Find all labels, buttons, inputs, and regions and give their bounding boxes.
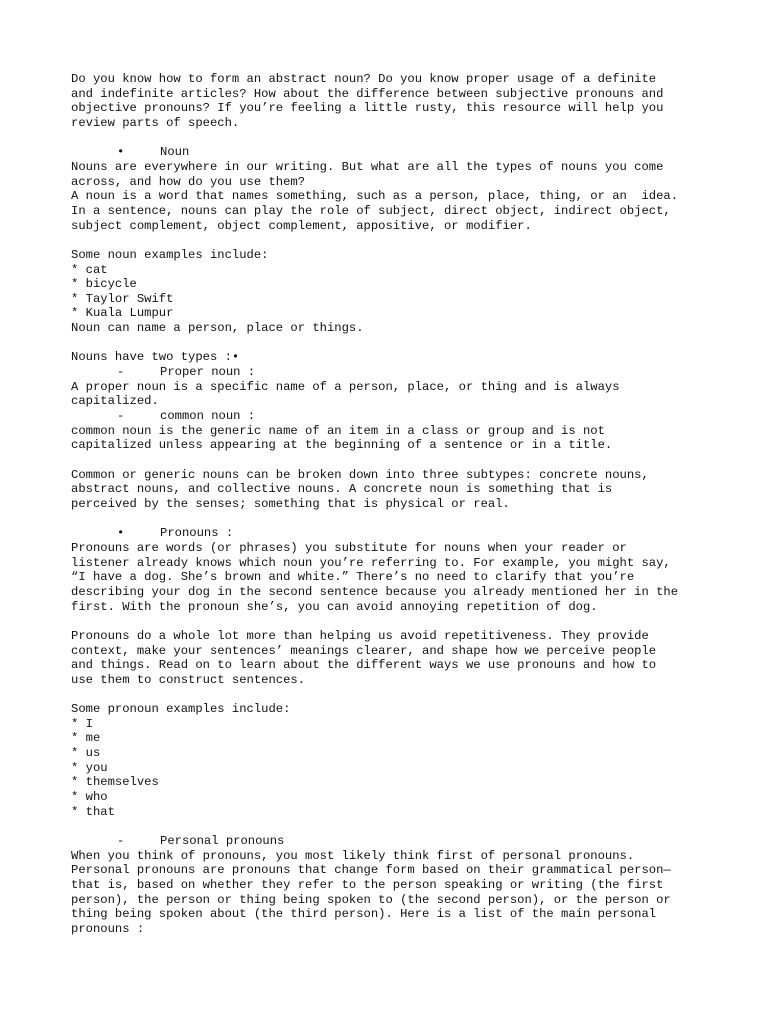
dash-icon: - <box>117 365 125 380</box>
dash-icon: - <box>117 834 125 848</box>
list-item: * that <box>71 804 115 819</box>
dash-icon: - <box>117 409 125 424</box>
text-line: and indefinite articles? How about the difference between subjective pronouns and <box>71 86 664 101</box>
list-item: * cat <box>71 262 108 277</box>
list-item: * themselves <box>71 775 159 790</box>
list-item: * I <box>71 716 93 731</box>
list-item: * bicycle <box>71 277 137 292</box>
text-line: and things. Read on to learn about the different ways we use pronouns and how to <box>71 658 657 673</box>
text-line: When you think of pronouns, you most likely think first of personal pronouns. <box>71 848 635 863</box>
document-page <box>71 72 731 937</box>
text-line: context, make your sentences’ meanings clearer, and shape how we perceive people <box>71 643 657 658</box>
noun-types <box>71 350 731 453</box>
proper-noun-heading <box>71 365 731 380</box>
intro-paragraph <box>71 72 731 131</box>
text-line: use them to construct sentences. <box>71 672 306 687</box>
text-line: pronouns : <box>71 921 145 936</box>
text-line: Common or generic nouns can be broken down into three subtypes: concrete nouns, <box>71 467 649 482</box>
examples-label: Some noun examples include: <box>71 247 269 262</box>
text-line: that is, based on whether they refer to the person speaking or writing (the first <box>71 877 664 892</box>
list-item: * Taylor Swift <box>71 291 174 306</box>
text-line: review parts of speech. <box>71 115 240 130</box>
text-line: describing your dog in the second sentence because you already mentioned her in the <box>71 584 679 599</box>
personal-pronouns-paragraph <box>71 849 731 937</box>
text-line: Do you know how to form an abstract noun? Do you know proper usage of a definite <box>71 72 657 86</box>
list-item: * you <box>71 760 108 775</box>
text-line: Nouns are everywhere in our writing. But what are all the types of nouns you come <box>71 159 664 174</box>
text-line: Pronouns do a whole lot more than helping us avoid repetitiveness. They provide <box>71 628 649 643</box>
text-line: listener already knows which noun you’re referring to. For example, you might say, <box>71 555 671 570</box>
text-line: “I have a dog. She’s brown and white.” There’s no need to clarify that you’re <box>71 570 635 585</box>
text-line: A proper noun is a specific name of a person, place, or thing and is always <box>71 379 620 394</box>
text-line: Personal pronouns are pronouns that change form based on their grammatical person— <box>71 863 671 878</box>
noun-examples <box>71 248 731 336</box>
text-line: subject complement, object complement, appositive, or modifier. <box>71 218 532 233</box>
section-heading-noun: Noun <box>160 145 190 160</box>
text-line: common noun is the generic name of an item in a class or group and is not <box>71 423 605 438</box>
text-line: In a sentence, nouns can play the role of subject, direct object, indirect object, <box>71 203 671 218</box>
text-line: person), the person or thing being spoken to (the second person), or the person or <box>71 892 671 907</box>
text-line: across, and how do you use them? <box>71 174 306 189</box>
examples-label: Some pronoun examples include: <box>71 702 291 717</box>
list-item: * us <box>71 746 101 761</box>
noun-heading <box>71 145 731 160</box>
noun-subtypes-paragraph <box>71 468 731 512</box>
subheading-common-noun: common noun : <box>160 409 256 424</box>
text-line: A noun is a word that names something, such as a person, place, thing, or an idea. <box>71 189 679 204</box>
list-item: * who <box>71 790 108 805</box>
noun-paragraph <box>71 160 731 233</box>
bullet-icon: • <box>117 526 125 541</box>
subheading-proper-noun: Proper noun : <box>160 365 256 380</box>
text-line: abstract nouns, and collective nouns. A concrete noun is something that is <box>71 482 613 497</box>
common-noun-heading <box>71 409 731 424</box>
text-line: capitalized unless appearing at the beginning of a sentence or in a title. <box>71 438 613 453</box>
text-line: first. With the pronoun she’s, you can avoid annoying repetition of dog. <box>71 599 598 614</box>
text-line: objective pronouns? If you’re feeling a little rusty, this resource will help you <box>71 101 664 116</box>
bullet-icon: • <box>117 145 125 160</box>
text-line: Pronouns are words (or phrases) you substitute for nouns when your reader or <box>71 540 627 555</box>
text-line: perceived by the senses; something that is physical or real. <box>71 496 510 511</box>
list-item: * Kuala Lumpur <box>71 306 174 321</box>
section-heading-pronouns: Pronouns : <box>160 526 234 541</box>
pronoun-examples <box>71 702 731 819</box>
text-line: capitalized. <box>71 394 159 409</box>
personal-pronouns-heading <box>71 834 731 849</box>
pronouns-paragraph-1 <box>71 541 731 614</box>
text-line: Noun can name a person, place or things. <box>71 321 364 336</box>
pronouns-heading <box>71 526 731 541</box>
text-line: thing being spoken about (the third person). Here is a list of the main personal <box>71 907 657 922</box>
types-label: Nouns have two types :• <box>71 350 240 365</box>
pronouns-paragraph-2 <box>71 629 731 688</box>
list-item: * me <box>71 731 101 746</box>
subheading-personal-pronouns: Personal pronouns <box>160 834 285 848</box>
